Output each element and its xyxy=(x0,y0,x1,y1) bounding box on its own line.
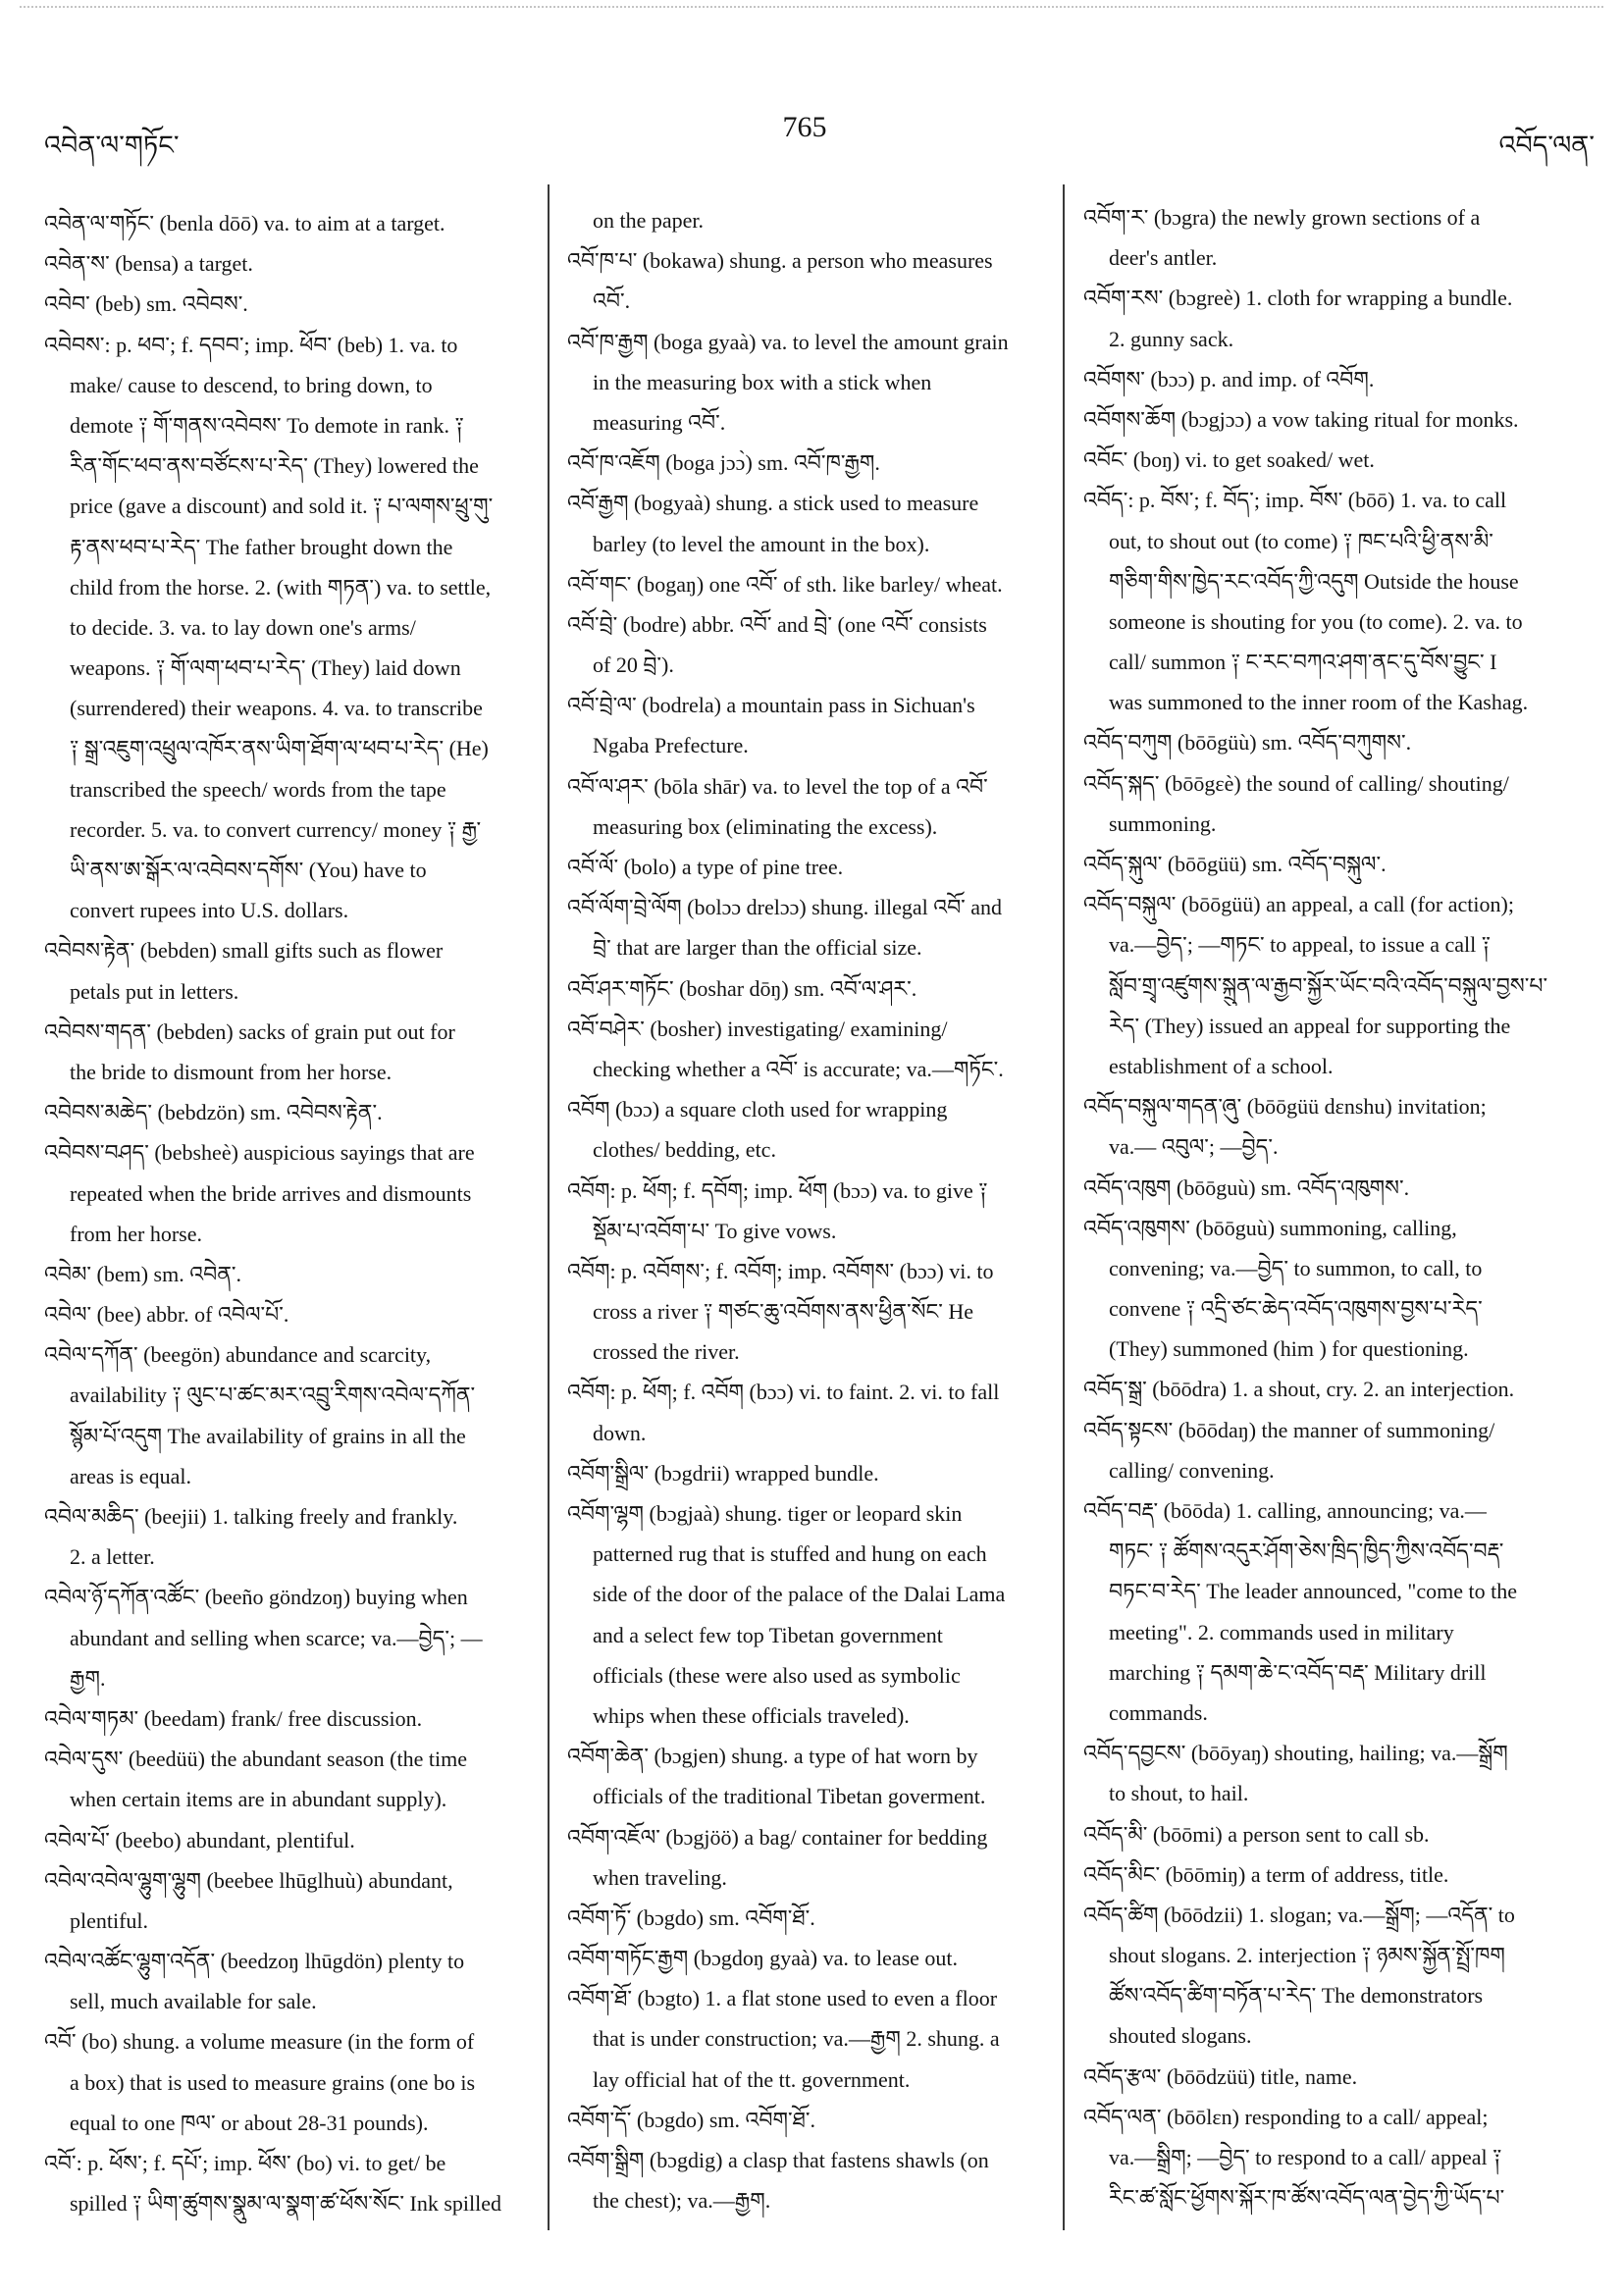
entry-line: areas is equal. xyxy=(70,1463,191,1488)
entry-headline: འབེབས་རྟེན་ (bebden) small gifts such as flower xyxy=(44,938,444,964)
entry-line: transcribed the speech/ words from the tape xyxy=(70,776,446,802)
entry-line: when certain items are in abundant supply). xyxy=(70,1787,447,1812)
entry-line: on the paper. xyxy=(593,208,705,233)
entry-line: deer's antler. xyxy=(1109,245,1218,271)
entry-line: convene ༑ འདྲི་ཙང་ཆེད་འབོད་འཁུགས་བྱས་པ་རེད་ xyxy=(1109,1296,1483,1322)
entry-headline: འབེབས་བཤད་ (bebsheè) auspicious sayings that are xyxy=(44,1140,475,1166)
entry-headline: འབོགས་ (bɔɔ) p. and imp. of འབོག. xyxy=(1083,366,1375,391)
entry-headline: འབོ་ (bo) shung. a volume measure (in the form of xyxy=(44,2029,475,2055)
entry-line: in the measuring box with a stick when xyxy=(593,369,932,394)
entry-line: to shout, to hail. xyxy=(1109,1781,1249,1806)
dictionary-entry xyxy=(567,766,1050,847)
dictionary-entry xyxy=(1083,2057,1595,2097)
entry-headline: འབོད་བསྐུལ་གདན་ཞུ་ (bōōgüü dɛnshu) invitation; xyxy=(1083,1094,1487,1120)
entry-continuation xyxy=(567,200,1050,240)
entry-headline: འབོ་བཤེར་ (bosher) investigating/ examining/ xyxy=(567,1016,948,1041)
dictionary-entry xyxy=(567,564,1050,604)
entry-line: cross a river ༑ གཙང་ཆུ་འབོགས་ནས་ཕྱིན་སོང་ He xyxy=(593,1299,973,1325)
entry-line: abundant and selling when scarce; va.—བྱེད་; — xyxy=(70,1625,483,1650)
entry-headline: འབོག (bɔɔ) a square cloth used for wrapping xyxy=(567,1097,948,1122)
entry-line: equal to one ཁལ་ or about 28-31 pounds). xyxy=(70,2110,429,2135)
entry-headline: འབེབས་མཆེད་ (bebdzön) sm. འབེབས་རྟེན་. xyxy=(44,1100,383,1125)
entry-headline: འབོད་དབྱངས་ (bōōyaŋ) shouting, hailing; va.—སྒྲོག xyxy=(1083,1741,1508,1766)
entry-headline: འབེལ་དཀོན་ (beegön) abundance and scarcity, xyxy=(44,1342,432,1368)
entry-headline: འབོད་: p. བོས་; f. བོད་; imp. བོས་ (bōō) 1. va. to call xyxy=(1083,488,1507,513)
entry-headline: འབོག་རས་ (bɔgreè) 1. cloth for wrapping a bundle. xyxy=(1083,286,1513,311)
entry-headline: འབེལ་ཉོ་དཀོན་འཚོང་ (beeño göndzoŋ) buying when xyxy=(44,1585,468,1610)
entry-line: from her horse. xyxy=(70,1221,203,1246)
entry-headline: འབོད་མི་ (bōōmi) a person sent to call sb. xyxy=(1083,1821,1430,1847)
dictionary-entry xyxy=(1083,844,1595,884)
dictionary-entry xyxy=(567,887,1050,967)
entry-line: sell, much available for sale. xyxy=(70,1989,317,2014)
entry-line: measuring box (eliminating the excess). xyxy=(593,813,938,839)
page-number: 765 xyxy=(782,111,827,143)
dictionary-entry xyxy=(567,685,1050,765)
entry-line: རིང་ཚ་སློང་ཕྱོགས་སྐོར་ཁ་ཚོས་འབོད་ལན་བྱེད་ཀྱི་ཡོད་པ་ xyxy=(1109,2185,1505,2211)
dictionary-entry xyxy=(567,1493,1050,1736)
dictionary-entry xyxy=(44,325,540,931)
dictionary-entry xyxy=(1083,2097,1595,2218)
column-divider xyxy=(548,184,550,2230)
entry-line: རིན་གོང་ཕབ་ནས་བཙོངས་པ་རེད་ (They) lowered the xyxy=(70,453,479,479)
entry-headline: འབེབས་: p. ཕབ་; f. དབབ་; imp. ཕོབ་ (beb) 1. va. to xyxy=(44,332,458,357)
dictionary-entry xyxy=(1083,722,1595,762)
entry-headline: འབོག་ཐོ་ (bɔgto) 1. a flat stone used to even a floor xyxy=(567,1986,998,2011)
entry-headline: འབོ་ལོ་ (bolo) a type of pine tree. xyxy=(567,855,844,879)
entry-line: recorder. 5. va. to convert currency/ money ༑ རྒྱ་ xyxy=(70,816,482,842)
dictionary-entry xyxy=(567,968,1050,1009)
entry-headline: འབོག་ཆེན་ (bɔgjen) shung. a type of hat worn by xyxy=(567,1744,978,1769)
column-2 xyxy=(567,200,1050,2220)
dictionary-entry xyxy=(567,1817,1050,1898)
entry-headline: འབོ་ཁ་པ་ (bokawa) shung. a person who measures xyxy=(567,248,993,274)
dictionary-entry xyxy=(567,322,1050,444)
entry-line: འབོ་. xyxy=(593,288,631,314)
column-divider xyxy=(1063,184,1065,2230)
entry-headline: འབོད་འཁུགས་ (bōōguù) summoning, calling, xyxy=(1083,1215,1457,1240)
entry-line: barley (to level the amount in the box). xyxy=(593,531,930,556)
entry-headline: འབོད་སྐུལ་ (bōōgüü) sm. འབོད་བསྐུལ་. xyxy=(1083,852,1387,876)
dictionary-entry xyxy=(44,1092,540,1132)
dictionary-entry xyxy=(1083,1854,1595,1895)
entry-headline: འབོ་གང་ (bogaŋ) one འབོ་ of sth. like barley/ wheat. xyxy=(567,571,1003,597)
dictionary-entry xyxy=(567,1009,1050,1089)
entry-line: ཚོས་འབོད་ཚིག་བཏོན་པ་རེད་ The demonstrators xyxy=(1109,1983,1484,2009)
entry-line: རེད་ (They) issued an appeal for supporting the xyxy=(1109,1013,1511,1038)
entry-headline: འབེལ་ (bee) abbr. of འབེལ་པོ་. xyxy=(44,1302,289,1328)
entry-headline: འབོད་འཁུག (bōōguù) sm. འབོད་འཁུགས་. xyxy=(1083,1174,1410,1200)
entry-headline: འབོད་ཚིག (bōōdzii) 1. slogan; va.—སྒྲོག; —འདོན་ to xyxy=(1083,1902,1515,1927)
dictionary-entry xyxy=(44,930,540,1011)
dictionary-entry xyxy=(44,1577,540,1698)
entry-line: marching ༑ དམག་ཆེ་ང་འབོད་བརྡ་ Military drill xyxy=(1109,1659,1487,1685)
entry-line: someone is shouting for you (to come). 2. va. to xyxy=(1109,608,1523,634)
entry-headline: འབོག་ར་ (bɔgra) the newly grown sections of a xyxy=(1083,205,1481,230)
entry-headline: འབོག་སྒྲིལ་ (bɔgdrii) wrapped bundle. xyxy=(567,1460,879,1486)
dictionary-entry xyxy=(44,1820,540,1860)
entry-line: བྲེ་ that are larger than the official size. xyxy=(593,935,922,961)
entry-headline: འབོ་ལ་ཤར་ (bōla shār) va. to level the top of a འབོ་ xyxy=(567,773,988,799)
dictionary-entry xyxy=(44,1132,540,1254)
entry-headline: འབེལ་པོ་ (beebo) abundant, plentiful. xyxy=(44,1827,355,1852)
dictionary-entry xyxy=(1083,440,1595,480)
dictionary-entry xyxy=(44,1294,540,1334)
dictionary-entry xyxy=(44,1012,540,1092)
entry-headline: འབེན་ས་ (bensa) a target. xyxy=(44,251,253,277)
entry-line: convert rupees into U.S. dollars. xyxy=(70,898,349,923)
dictionary-entry xyxy=(1083,197,1595,278)
entry-headline: འབོད་བརྡ་ (bōōda) 1. calling, announcing; va.— xyxy=(1083,1498,1487,1523)
entry-headline: འབོག་གཏོང་རྒྱག (bɔgdoŋ gyaà) va. to lease out. xyxy=(567,1946,959,1971)
entry-line: va.— འབུལ་; —བྱེད་. xyxy=(1109,1134,1279,1160)
dictionary-entry xyxy=(1083,1895,1595,2057)
entry-headline: འབོད་ལན་ (bōōlɛn) responding to a call/ appeal; xyxy=(1083,2104,1489,2129)
entry-headline: འབོ་ཁ་འཇོག (boga jɔɔ̀) sm. འབོ་ཁ་རྒྱག. xyxy=(567,450,880,476)
dictionary-entry xyxy=(44,203,540,243)
entry-line: call/ summon ༑ ང་རང་བཀའ་ཤག་ནང་དུ་བོས་བྱུང་ I xyxy=(1109,650,1497,675)
entry-headline: འབོག་དོ་ (bɔgdo) sm. འབོག་ཐོ་. xyxy=(567,2107,815,2132)
entry-line: བཏང་བ་རེད་ The leader announced, "come to the xyxy=(1109,1579,1518,1604)
entry-headline: འབོག་སྒྲིག (bɔgdig) a clasp that fastens shawls (on xyxy=(567,2148,989,2172)
dictionary-entry xyxy=(44,2143,540,2223)
entry-line: va.—སྒྲིག; —བྱེད་ to respond to a call/ appeal ༑ xyxy=(1109,2145,1502,2169)
dictionary-entry xyxy=(567,1736,1050,1816)
entry-headline: འབེན་ལ་གཏོང་ (benla dōō) va. to aim at a target. xyxy=(44,211,445,235)
entry-line: crossed the river. xyxy=(593,1339,740,1365)
dictionary-entry xyxy=(1083,1814,1595,1854)
entry-headline: འབེབས་གདན་ (bebden) sacks of grain put out for xyxy=(44,1018,455,1044)
entry-line: petals put in letters. xyxy=(70,978,239,1004)
dictionary-entry xyxy=(567,1251,1050,1373)
entry-line: རྒྱག. xyxy=(70,1665,106,1691)
entry-line: calling/ convening. xyxy=(1109,1457,1275,1483)
entry-line: སློབ་གྲྭ་འཛུགས་སྐྲུན་ལ་རྒྱབ་སྐྱོར་ཡོང་བའི་འབོད་བསྐུལ་བྱས་པ་ xyxy=(1109,972,1548,998)
entry-line: 2. gunny sack. xyxy=(1109,326,1234,351)
dictionary-entry xyxy=(44,1698,540,1739)
dictionary-entry xyxy=(567,2100,1050,2140)
entry-headline: འབོག་ལྷག (bɔgjaà) shung. tiger or leopard skin xyxy=(567,1501,963,1526)
entry-line: སྡོམ་པ་འབོག་པ་ To give vows. xyxy=(593,1218,837,1243)
entry-headline: འབོ་རྒྱག (bogyaà) shung. a stick used to measure xyxy=(567,491,979,516)
entry-line: officials of the traditional Tibetan goverment. xyxy=(593,1784,986,1809)
entry-line: that is under construction; va.—རྒྱག 2. shung. a xyxy=(593,2026,1000,2052)
entry-headline: འབོད་སྟངས་ (bōōdaŋ) the manner of summoning/ xyxy=(1083,1417,1495,1442)
entry-headline: འབོག: p. ཕོག; f. དབོག; imp. ཕོག (bɔɔ) va. to give ༑ xyxy=(567,1177,988,1203)
dictionary-entry xyxy=(1083,884,1595,1086)
entry-line: གཏང་ ༑ ཚོགས་འདུར་ཤོག་ཅེས་ཁྲིད་ཁྱིད་ཀྱིས་འབོད་བརྡ་ xyxy=(1109,1539,1504,1564)
dictionary-entry xyxy=(567,1372,1050,1452)
dictionary-entry xyxy=(1083,480,1595,722)
entry-line: spilled ༑ ཡིག་ཚུགས་སྣུམ་ལ་སྣག་ཚ་ཕོས་སོང་ Ink spilled xyxy=(70,2191,502,2217)
entry-headline: འབེལ་གཏམ་ (beedam) frank/ free discussion. xyxy=(44,1705,423,1731)
entry-headline: འབེལ་འབེལ་ལྷུག་ལྷུག (beebee lhūglhuù) abundant, xyxy=(44,1867,453,1893)
dictionary-entry xyxy=(567,483,1050,563)
dictionary-entry xyxy=(1083,1369,1595,1409)
dictionary-entry xyxy=(44,1496,540,1577)
dictionary-entry xyxy=(567,1938,1050,1978)
dictionary-entry xyxy=(567,1171,1050,1251)
entry-headline: འབོ་ལོག་བྲེ་ལོག (bolɔɔ drelɔɔ) shung. illegal འབོ་ and xyxy=(567,895,1003,920)
dictionary-entry xyxy=(1083,1168,1595,1208)
dictionary-entry xyxy=(44,243,540,284)
dictionary-entry xyxy=(1083,278,1595,358)
entry-headline: འབོ་བྲེ་ (bodre) abbr. འབོ་ and བྲེ་ (one འབོ་ consists xyxy=(567,611,987,637)
entry-headline: འབོག་འཇོལ་ (bɔgjöö) a bag/ container for bedding xyxy=(567,1824,988,1850)
dictionary-entry xyxy=(44,1860,540,1941)
entry-headline: འབོག: p. ཕོག; f. འབོག (bɔɔ) vi. to faint. 2. vi. to fall xyxy=(567,1380,1000,1405)
entry-line: Ngaba Prefecture. xyxy=(593,733,749,758)
dictionary-entry xyxy=(567,1978,1050,2100)
entry-headline: འབོགས་ཆོག (bɔgjɔɔ) a vow taking ritual for monks. xyxy=(1083,406,1519,432)
entry-headline: འབོ་བྲེ་ལ་ (bodrela) a mountain pass in Sichuan's xyxy=(567,693,975,718)
dictionary-entry xyxy=(44,284,540,324)
dictionary-entry xyxy=(567,443,1050,483)
dictionary-entry xyxy=(1083,359,1595,399)
dictionary-entry xyxy=(567,847,1050,887)
entry-headline: འབོང་ (boŋ) vi. to get soaked/ wet. xyxy=(1083,447,1375,473)
entry-line: ཡི་ནས་ཨ་སྒོར་ལ་འབེབས་དགོས་ (You) have to xyxy=(70,858,427,882)
entry-headline: འབོད་བསྐུལ་ (bōōgüü) an appeal, a call (for action); xyxy=(1083,892,1514,917)
dictionary-entry xyxy=(44,1941,540,2021)
entry-headline: འབེབ་ (beb) sm. འབེབས་. xyxy=(44,291,248,317)
dictionary-entry xyxy=(567,2140,1050,2220)
entry-line: (They) summoned (him ) for questioning. xyxy=(1109,1336,1469,1362)
entry-line: officials (these were also used as symbolic xyxy=(593,1662,961,1688)
entry-line: demote ༑ གོ་གནས་འབེབས་ To demote in rank. ༑ xyxy=(70,412,464,438)
dictionary-entry xyxy=(44,2021,540,2143)
entry-headline: འབོ་ཤར་གཏོང་ (boshar dōŋ) sm. འབོ་ལ་ཤར་. xyxy=(567,975,917,1001)
entry-headline: འབོ་ཁ་རྒྱག (boga gyaà) va. to level the amount grain xyxy=(567,329,1009,354)
entry-line: measuring འབོ་. xyxy=(593,409,726,435)
entry-line: repeated when the bride arrives and dismounts xyxy=(70,1180,472,1206)
entry-line: down. xyxy=(593,1420,647,1445)
column-3 xyxy=(1083,197,1595,2218)
entry-headline: འབེལ་དུས་ (beedüü) the abundant season (the time xyxy=(44,1747,467,1772)
entry-line: establishment of a school. xyxy=(1109,1053,1334,1078)
entry-headline: འབོ་: p. ཕོས་; f. དཔོ་; imp. ཕོས་ (bo) vi. to get/ be xyxy=(44,2151,446,2175)
entry-headline: འབེམ་ (bem) sm. འབེན་. xyxy=(44,1261,241,1286)
entry-line: shouted slogans. xyxy=(1109,2023,1252,2049)
dictionary-entry xyxy=(1083,1733,1595,1813)
entry-line: make/ cause to descend, to bring down, to xyxy=(70,372,433,397)
entry-line: a box) that is used to measure grains (one bo is xyxy=(70,2069,476,2095)
dictionary-entry xyxy=(44,1334,540,1496)
entry-headline: འབོག་ཏོ་ (bɔgdo) sm. འབོག་ཐོ་. xyxy=(567,1905,815,1930)
entry-line: གཅིག་གིས་ཁྱེད་རང་འབོད་ཀྱི་འདུག Outside the house xyxy=(1109,568,1519,594)
entry-headline: འབེལ་མཆིད་ (beejii) 1. talking freely and frankly. xyxy=(44,1504,458,1529)
entry-line: (surrendered) their weapons. 4. va. to transcribe xyxy=(70,696,483,721)
entry-line: child from the horse. 2. (with གཏན་) va. to settle, xyxy=(70,574,492,600)
dictionary-entry xyxy=(1083,1086,1595,1167)
entry-line: clothes/ bedding, etc. xyxy=(593,1137,776,1163)
entry-line: commands. xyxy=(1109,1699,1208,1725)
entry-line: convening; va.—བྱེད་ to summon, to call, to xyxy=(1109,1255,1483,1280)
entry-line: the bride to dismount from her horse. xyxy=(70,1059,393,1084)
entry-line: side of the door of the palace of the Dalai Lama xyxy=(593,1582,1006,1607)
dictionary-entry xyxy=(567,1453,1050,1493)
dictionary-entry xyxy=(567,604,1050,685)
entry-line: and a select few top Tibetan government xyxy=(593,1622,943,1647)
entry-line: availability ༑ ལུང་པ་ཚང་མར་འབྲུ་རིགས་འབེལ་དཀོན་ xyxy=(70,1383,476,1408)
entry-line: plentiful. xyxy=(70,1907,149,1933)
dictionary-entry xyxy=(1083,399,1595,440)
dictionary-entry xyxy=(567,240,1050,321)
dictionary-entry xyxy=(567,1089,1050,1170)
running-head-right: འབོད་ལན་ xyxy=(1498,130,1595,160)
entry-headline: འབེལ་འཚོང་ལྷུག་འདོན་ (beedzoŋ lhūgdön) plenty to xyxy=(44,1949,465,1974)
entry-line: was summoned to the inner room of the Kashag. xyxy=(1109,690,1529,715)
entry-headline: འབོད་མིང་ (bōōmiŋ) a term of address, title. xyxy=(1083,1861,1449,1887)
dictionary-entry xyxy=(1083,763,1595,844)
entry-line: meeting". 2. commands used in military xyxy=(1109,1619,1454,1644)
entry-headline: འབོད་རྩལ་ (bōōdzüü) title, name. xyxy=(1083,2063,1358,2089)
entry-line: whips when these officials traveled). xyxy=(593,1702,910,1728)
scan-edge xyxy=(20,6,1603,8)
entry-headline: འབོག: p. འབོགས་; f. འབོག; imp. འབོགས་ (bɔɔ) vi. to xyxy=(567,1258,994,1283)
entry-headline: འབོད་བཀུག (bōōgüù) sm. འབོད་བཀུགས་. xyxy=(1083,730,1412,756)
entry-line: patterned rug that is stuffed and hung on each xyxy=(593,1541,987,1567)
entry-line: of 20 བྲེ་). xyxy=(593,652,674,678)
entry-line: རྟ་ནས་ཕབ་པ་རེད་ The father brought down the xyxy=(70,534,453,559)
entry-line: to decide. 3. va. to lay down one's arms/ xyxy=(70,614,416,640)
entry-line: the chest); va.—རྒྱག. xyxy=(593,2188,771,2214)
entry-line: shout slogans. 2. interjection ༑ ཉམས་སྐྱོན་སྤྲོ་ཁག xyxy=(1109,1943,1505,1968)
entry-line: summoning. xyxy=(1109,810,1217,836)
dictionary-entry xyxy=(1083,1208,1595,1370)
entry-line: lay official hat of the tt. government. xyxy=(593,2066,911,2092)
entry-headline: འབོད་སྐད་ (bōōgɛè) the sound of calling/ shouting/ xyxy=(1083,770,1509,796)
entry-line: when traveling. xyxy=(593,1864,727,1890)
entry-line: weapons. ༑ གོ་ལག་ཕབ་པ་རེད་ (They) laid down xyxy=(70,655,461,681)
entry-line: ༑ སྒྲ་འཇུག་འཕྲུལ་འཁོར་ནས་ཡིག་ཐོག་ལ་ཕབ་པ་རེད་ (He) xyxy=(70,736,489,761)
entry-line: price (gave a discount) and sold it. ༑ པ་ལགས་ཕྲུ་གུ་ xyxy=(70,494,494,519)
entry-line: checking whether a འབོ་ is accurate; va.—གཏོང་. xyxy=(593,1056,1004,1081)
entry-line: va.—བྱེད་; —གཏང་ to appeal, to issue a call ༑ xyxy=(1109,932,1492,958)
entry-line: out, to shout out (to come) ༑ ཁང་པའི་ཕྱི་ནས་མི་ xyxy=(1109,528,1493,553)
entry-headline: འབོད་སྒྲ་ (bōōdra) 1. a shout, cry. 2. an interjection. xyxy=(1083,1377,1515,1402)
dictionary-entry xyxy=(567,1898,1050,1938)
running-head-left: འབེན་ལ་གཏོང་ xyxy=(44,130,180,160)
dictionary-entry xyxy=(1083,1410,1595,1490)
entry-line: 2. a letter. xyxy=(70,1544,155,1570)
dictionary-entry xyxy=(44,1739,540,1819)
column-1 xyxy=(44,203,540,2223)
dictionary-entry xyxy=(44,1254,540,1294)
entry-line: སྙོམ་པོ་འདུག The availability of grains in all the xyxy=(70,1423,466,1448)
dictionary-entry xyxy=(1083,1490,1595,1733)
